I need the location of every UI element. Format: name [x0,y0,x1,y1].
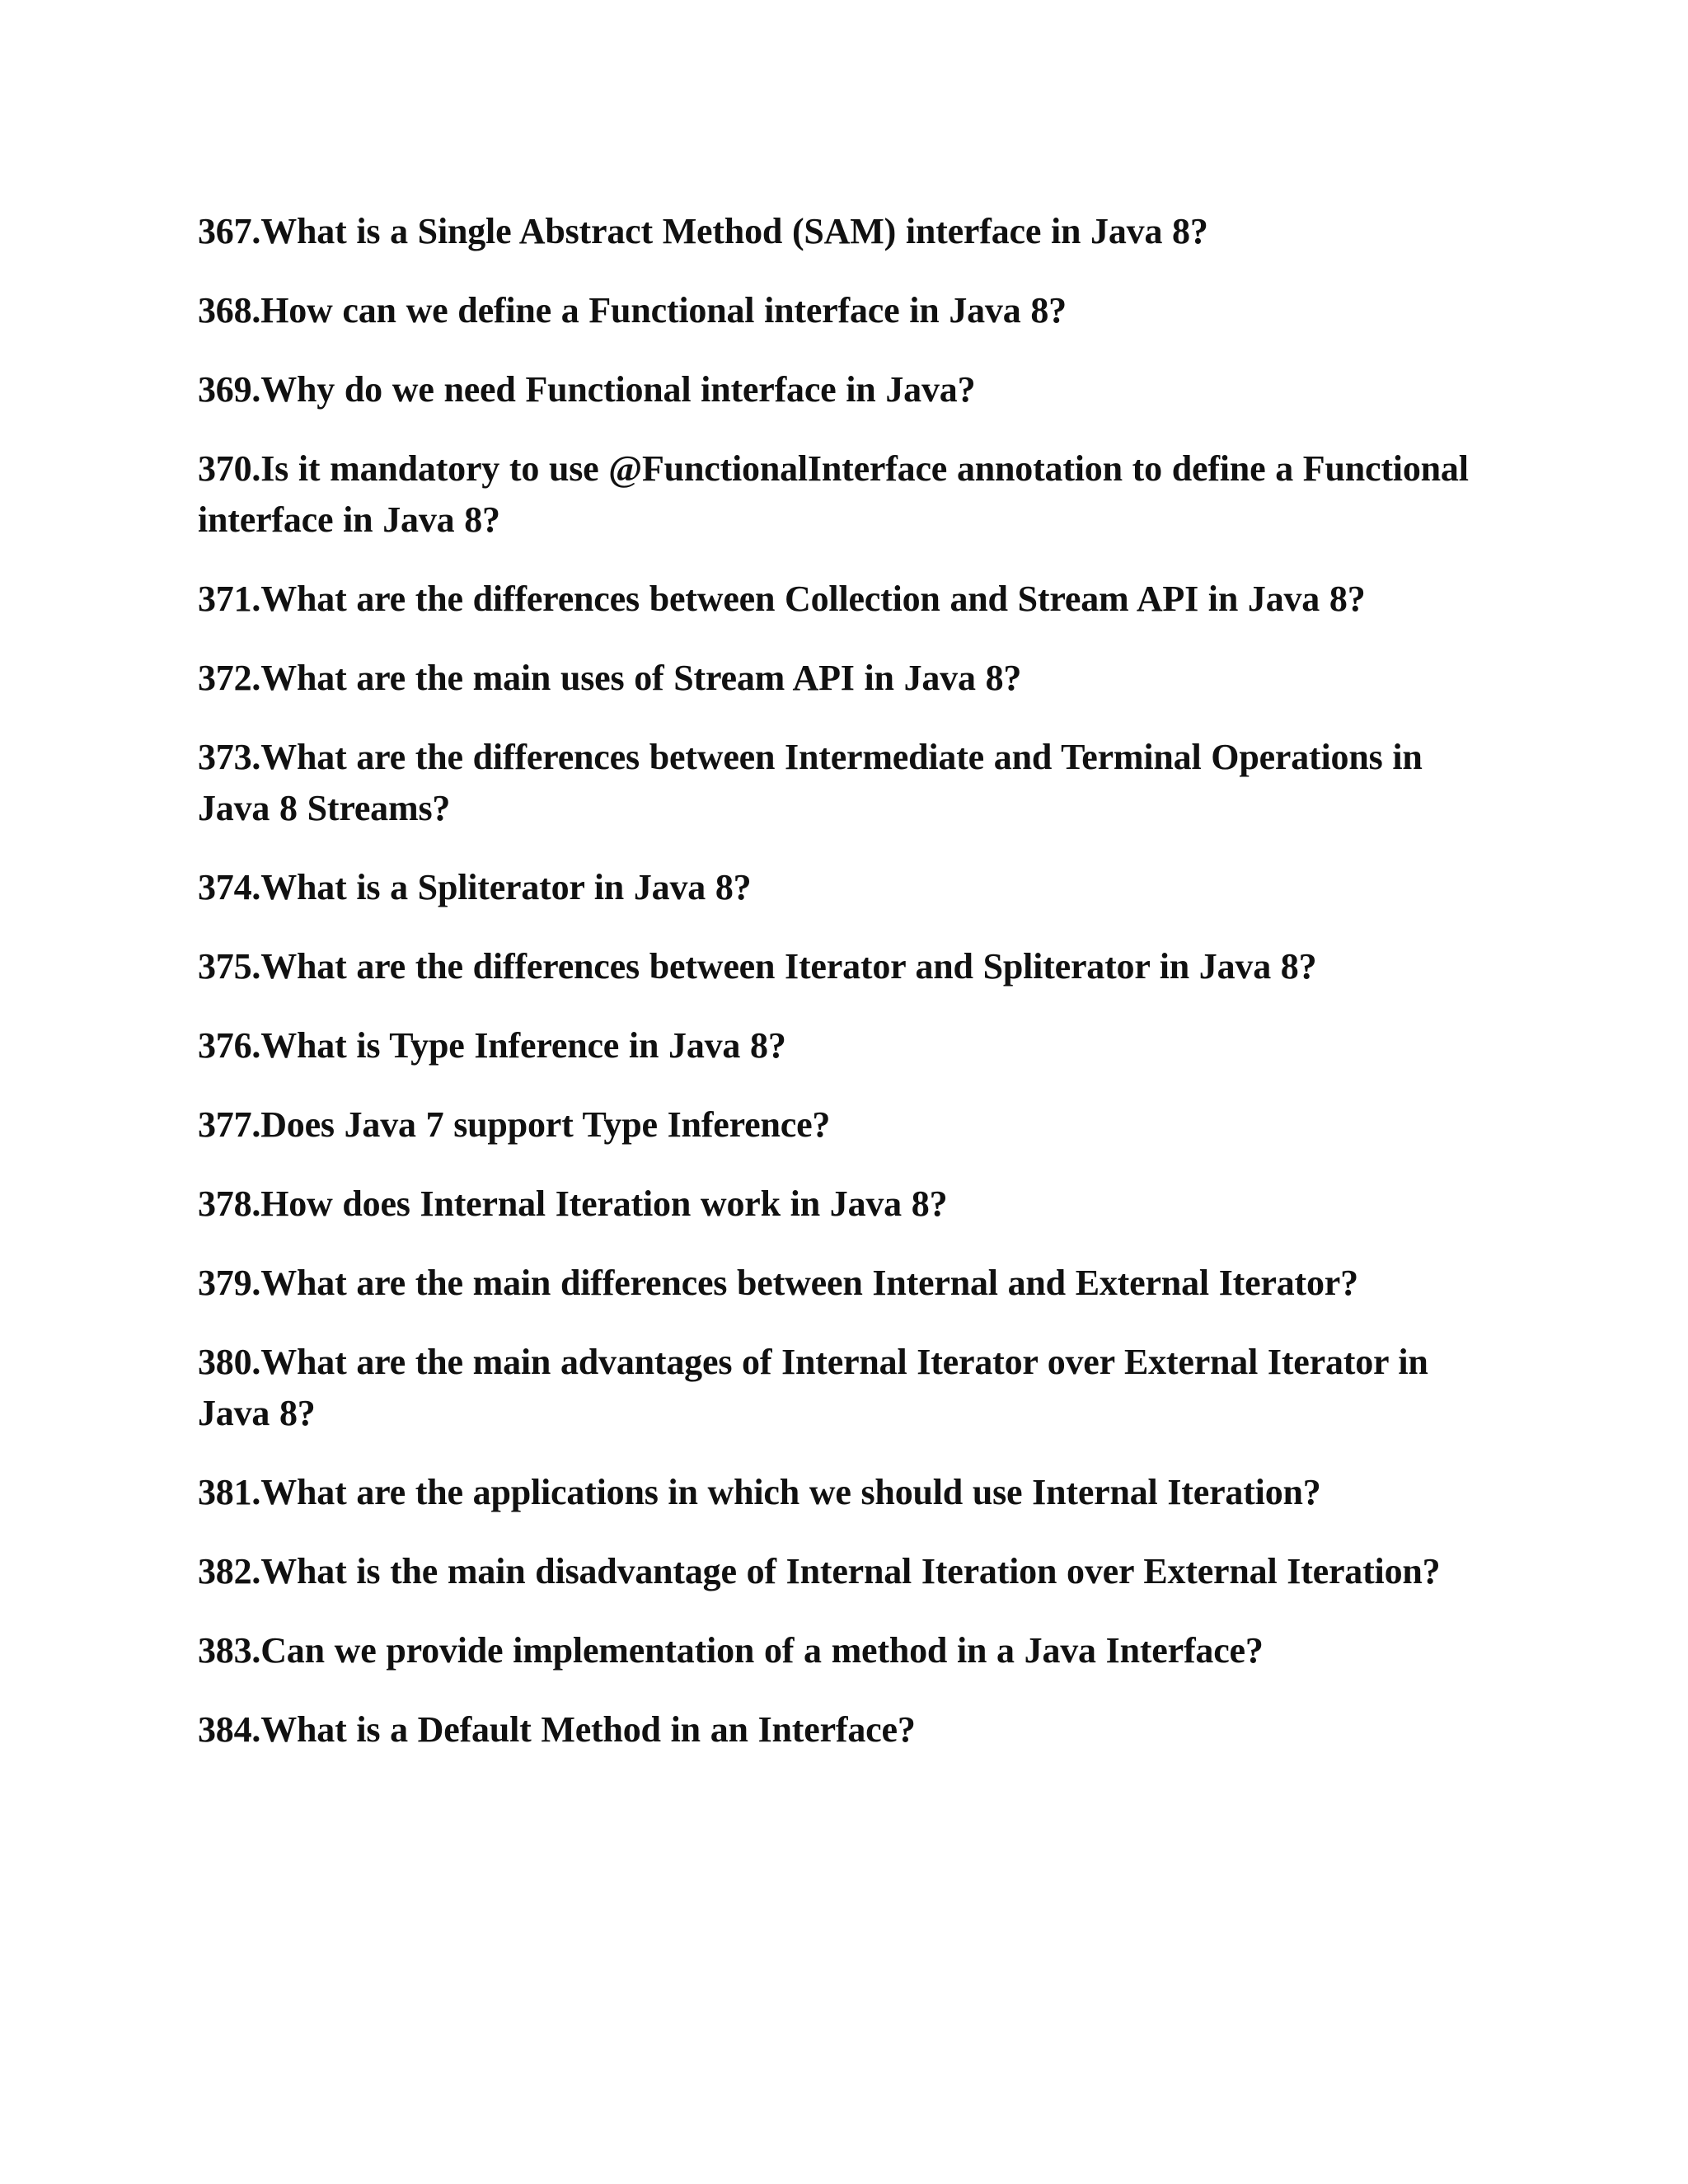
question-text: What are the differences between Intermediate and Terminal Operations in Java 8 Streams? [198,737,1423,828]
question-item [198,1467,1484,1518]
question-number: 371. [198,579,261,619]
question-number: 374. [198,867,261,907]
question-number: 382. [198,1551,261,1591]
question-number: 369. [198,369,261,410]
question-text: What is Type Inference in Java 8? [260,1025,786,1066]
question-number: 373. [198,737,261,777]
question-text: What are the applications in which we should use Internal Iteration? [260,1472,1321,1512]
question-list [198,206,1484,1783]
question-item [198,443,1484,546]
question-number: 379. [198,1263,261,1303]
question-item [198,1546,1484,1597]
question-text: What are the differences between Collection and Stream API in Java 8? [260,579,1366,619]
question-item [198,574,1484,625]
question-number: 370. [198,448,261,489]
question-text: What are the main uses of Stream API in Java 8? [260,658,1022,698]
question-item [198,285,1484,336]
question-text: Is it mandatory to use @FunctionalInterface annotation to define a Functional interface in Java 8? [198,448,1469,540]
question-item [198,364,1484,415]
question-text: What are the main advantages of Internal Iterator over External Iterator in Java 8? [198,1342,1428,1433]
question-item [198,862,1484,913]
question-item [198,1625,1484,1676]
question-number: 368. [198,290,261,330]
question-number: 380. [198,1342,261,1382]
question-text: What is a Single Abstract Method (SAM) interface in Java 8? [260,211,1208,251]
question-item [198,1337,1484,1439]
question-number: 383. [198,1630,261,1671]
question-number: 384. [198,1709,261,1750]
question-number: 375. [198,946,261,987]
question-number: 378. [198,1183,261,1224]
question-text: What is the main disadvantage of Internal Iteration over External Iteration? [260,1551,1441,1591]
question-item [198,653,1484,704]
question-number: 381. [198,1472,261,1512]
question-text: What is a Spliterator in Java 8? [260,867,752,907]
question-item [198,1020,1484,1071]
question-number: 377. [198,1104,261,1145]
question-item [198,1704,1484,1755]
question-text: What is a Default Method in an Interface? [260,1709,916,1750]
question-item [198,1258,1484,1309]
question-number: 367. [198,211,261,251]
question-item [198,206,1484,257]
question-number: 372. [198,658,261,698]
question-text: What are the main differences between Internal and External Iterator? [260,1263,1358,1303]
question-text: Does Java 7 support Type Inference? [260,1104,831,1145]
question-text: How can we define a Functional interface in Java 8? [260,290,1067,330]
question-text: How does Internal Iteration work in Java 8? [260,1183,948,1224]
question-item [198,1179,1484,1230]
question-text: Why do we need Functional interface in Java? [260,369,976,410]
question-text: What are the differences between Iterator and Spliterator in Java 8? [260,946,1317,987]
question-number: 376. [198,1025,261,1066]
question-item [198,732,1484,834]
question-text: Can we provide implementation of a method in a Java Interface? [260,1630,1264,1671]
question-item [198,941,1484,992]
question-item [198,1099,1484,1151]
